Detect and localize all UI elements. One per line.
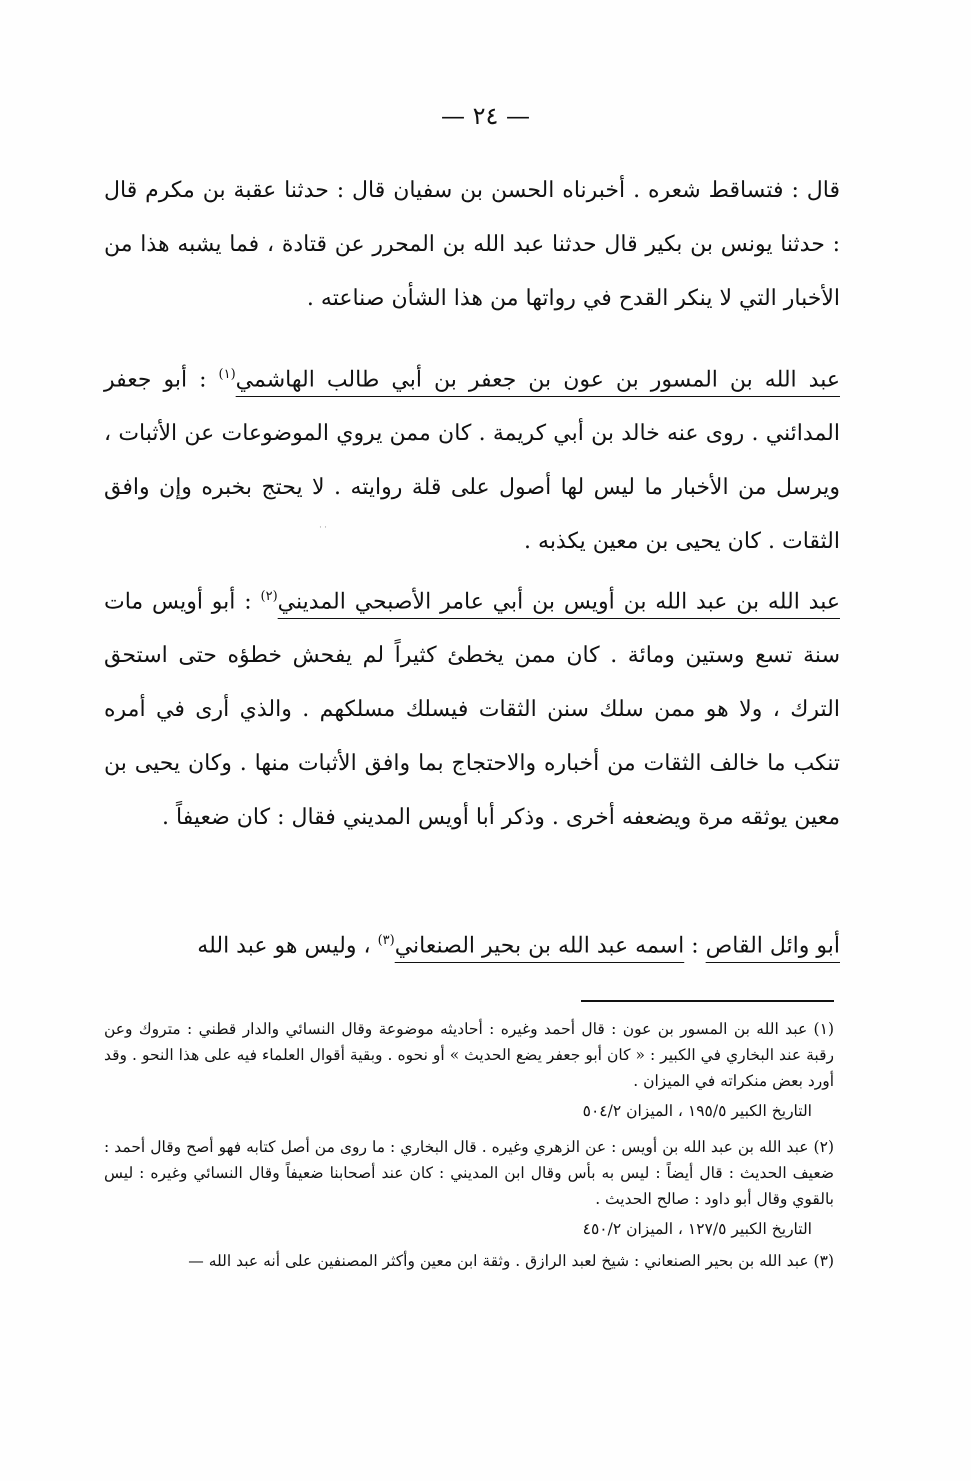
footnote-2: (٢) عبد الله بن عبد الله بن أويس : عن الزهري وغيره . قال البخاري : ما روى من أصل كتابه فهو أصح وقال أحمد : ضعيف الحديث : قال أيضاً : ليس به بأس وقال ابن المديني : كان عند أصحابنا ضعيفاً وقال النسائي وغيره : ليس بالقوي وقال أبو داود : صالح الحديث .: [104, 1138, 834, 1208]
main-text: [104, 164, 840, 326]
entry-text: : أبو جعفر المدائني . روى عنه خالد بن أبي كريمة . كان ممن يروي الموضوعات عن الأثبات ، ويرسل من الأخبار ما ليس لها أصول على قلة روايته . لا يحتج بخبره وإن وافق الثقات . كان يحيى بن معين يكذبه .: [104, 367, 840, 555]
footnotes: [104, 1016, 834, 1274]
entry-colon: :: [691, 933, 699, 959]
entry-abdullah-ibn-al-miswar: [104, 348, 840, 569]
entry-text: : أبو أويس مات سنة تسع وستين ومائة . كان ممن يخطئ كثيراً لم يفحش خطؤه حتى استحق الترك ، ولا هو ممن سلك سنن الثقات فيسلك مسلكهم . والذي أرى في أمره تنكب ما خالف الثقات من أخباره والاحتجاج بما وافق الأثبات منها . وكان يحيى بن معين يوثقه مرة ويضعفه أخرى . وذكر أبا أويس المديني فقال : كان ضعيفاً .: [104, 589, 840, 831]
entry-name: أبو وائل القاص: [705, 933, 840, 959]
entry-abdullah-ibn-uways: [104, 570, 840, 845]
scan-speck: ˙˙: [318, 526, 328, 537]
footnote-divider: [581, 1000, 834, 1002]
footnote-1-reference: التاريخ الكبير ١٩٥/٥ ، الميزان ٥٠٤/٢: [582, 1102, 812, 1120]
footnote-3: (٣) عبد الله بن بحير الصنعاني : شيخ لعبد الرازق . وثقة ابن معين وأكثر المصنفين على أنه عبد الله —: [188, 1252, 834, 1270]
intro-paragraph: قال : فتساقط شعره . أخبرناه الحسن بن سفيان قال : حدثنا عقبة بن مكرم قال : حدثنا يونس بن بكير قال حدثنا عبد الله بن المحرر عن قتادة ، فما يشبه هذا من الأخبار التي لا ينكر القدح في رواتها من هذا الشأن صناعته .: [104, 178, 840, 311]
entry-heading: عبد الله بن المسور بن عون بن جعفر بن أبي طالب الهاشمي: [235, 367, 840, 393]
footnote-ref-2[interactable]: (٢): [260, 589, 278, 604]
entry-heading: اسمه عبد الله بن بحير الصنعاني: [394, 933, 685, 959]
entry-heading: عبد الله بن عبد الله بن أويس بن أبي عامر الأصبحي المديني: [277, 589, 840, 615]
entry-text: ، وليس هو عبد الله: [197, 933, 371, 959]
entry-abu-wail-al-qass: [104, 914, 840, 973]
footnote-2-reference: التاريخ الكبير ١٢٧/٥ ، الميزان ٤٥٠/٢: [582, 1220, 812, 1238]
page-number: — ٢٤ —: [440, 102, 531, 130]
footnote-ref-3[interactable]: (٣): [377, 933, 395, 948]
footnote-ref-1[interactable]: (١): [218, 367, 236, 382]
footnote-1: (١) عبد الله بن المسور بن عون : قال أحمد وغيره : أحاديثه موضوعة وقال النسائي والدار قطني : متروك وعن رقبة عند البخاري في الكبير : « كان أبو جعفر يضع الحديث » أو نحوه . وبقية أقوال العلماء فيه على هذا النحو . وقد أورد بعض منكراته في الميزان .: [104, 1020, 834, 1090]
